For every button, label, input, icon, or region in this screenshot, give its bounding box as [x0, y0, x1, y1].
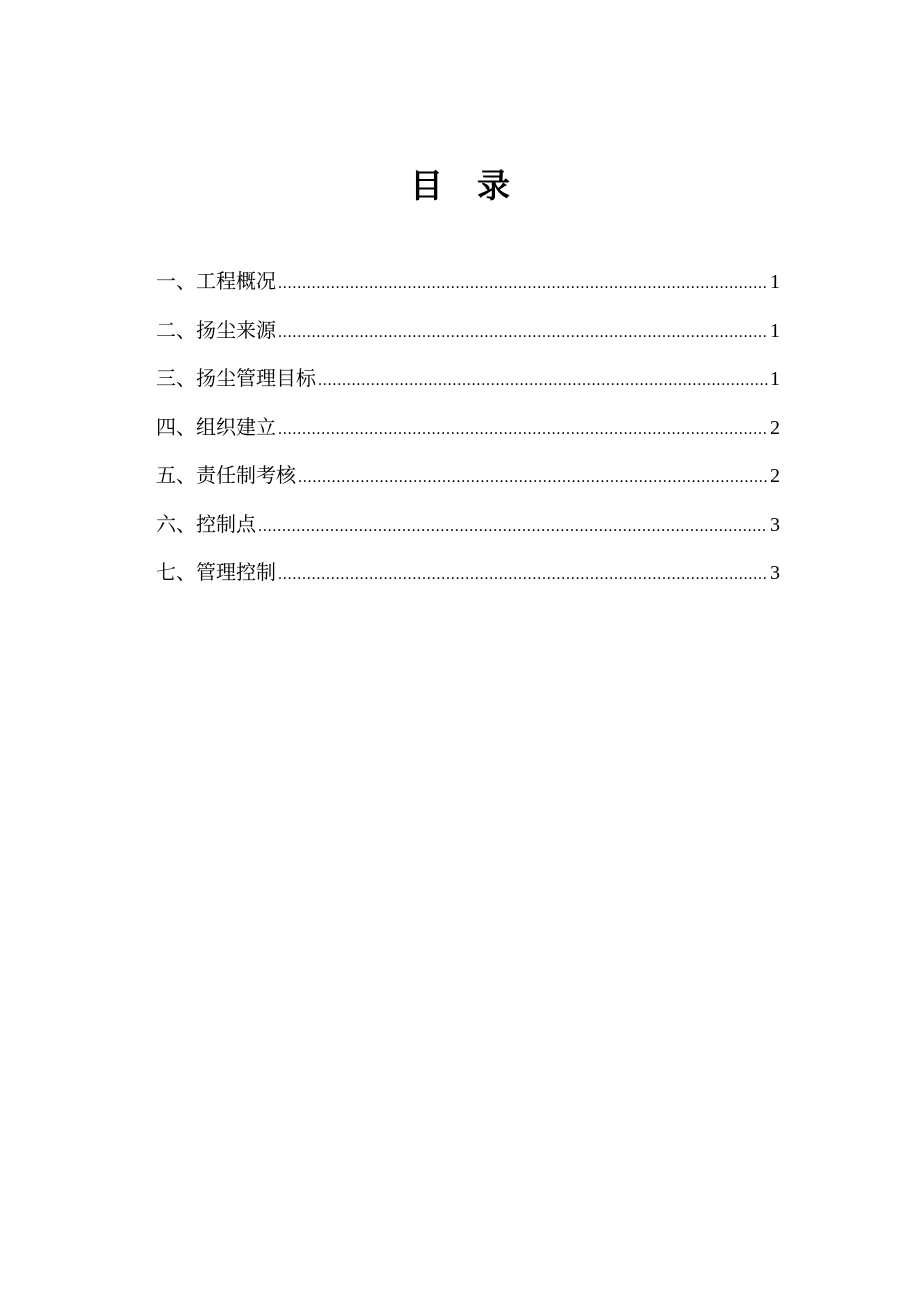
toc-page-number: 1 [770, 368, 780, 390]
toc-page-number: 2 [770, 416, 780, 439]
toc-entry-engineering-overview[interactable] [156, 262, 780, 311]
toc-dot-leader [298, 459, 768, 497]
toc-page-number: 3 [770, 513, 780, 536]
toc-entry-responsibility-assessment[interactable] [156, 456, 780, 505]
toc-entry-dust-sources[interactable] [156, 311, 780, 360]
toc-list [156, 262, 780, 602]
toc-entry-label: 六、控制点 [156, 511, 256, 536]
toc-entry-label: 二、扬尘来源 [156, 317, 276, 342]
toc-entry-label: 七、管理控制 [156, 560, 276, 584]
toc-dot-leader [278, 411, 768, 449]
toc-entry-label: 四、组织建立 [156, 414, 276, 439]
toc-page-number: 3 [770, 562, 780, 584]
toc-dot-leader [258, 508, 768, 546]
toc-title-char-1: 目 [410, 166, 443, 205]
toc-entry-organization-setup[interactable] [156, 408, 780, 457]
toc-page-number: 2 [770, 465, 780, 487]
toc-entry-management-control[interactable] [156, 553, 780, 602]
toc-entry-control-points[interactable] [156, 505, 780, 554]
toc-dot-leader [318, 362, 768, 400]
toc-title [0, 160, 920, 212]
toc-dot-leader [278, 314, 768, 352]
toc-entry-dust-management-goals[interactable] [156, 359, 780, 408]
toc-dot-leader [278, 265, 768, 303]
toc-dot-leader [278, 556, 768, 594]
toc-entry-label: 五、责任制考核 [156, 463, 296, 487]
toc-entry-label: 一、工程概况 [156, 269, 276, 293]
toc-title-char-2: 录 [477, 166, 510, 205]
toc-page-number: 1 [770, 271, 780, 293]
toc-page-number: 1 [770, 319, 780, 342]
toc-entry-label: 三、扬尘管理目标 [156, 366, 316, 390]
